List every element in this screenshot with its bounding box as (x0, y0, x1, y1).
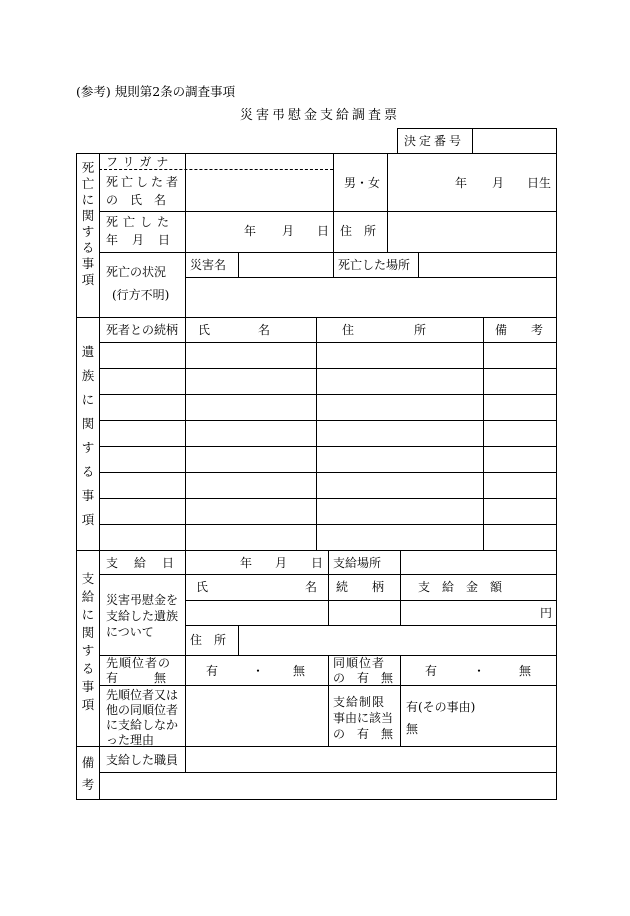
missing-label: (行方不明) (112, 288, 170, 302)
death-month: 月 (282, 224, 295, 238)
form-title: 災害弔慰金支給調査票 (240, 108, 401, 123)
family-header-remarks: 備 考 (495, 323, 544, 337)
prior-reason-field[interactable] (187, 687, 327, 745)
prior-no-option[interactable]: 無 (293, 664, 306, 678)
pay-day: 日 (311, 556, 324, 570)
same-yes-option[interactable]: 有 (425, 664, 438, 678)
death-status-field[interactable] (187, 279, 554, 315)
recipient-relation-label: 続 柄 (336, 580, 385, 594)
family-section-label: 遺族に関する事項 (81, 344, 95, 527)
birth-month: 月 (492, 176, 505, 190)
pay-month: 月 (275, 556, 288, 570)
same-rank-label-2: の 有 無 (333, 671, 394, 685)
address-field[interactable] (389, 213, 554, 250)
decision-number-label: 決定番号 (404, 134, 465, 148)
remarks-field[interactable] (101, 774, 554, 798)
recipient-address-field[interactable] (240, 627, 554, 654)
prior-reason-label-1: 先順位者又は (106, 688, 179, 702)
staff-field[interactable] (187, 748, 554, 771)
recipient-label-2: 支給した遺族 (106, 609, 179, 623)
remarks-section-label: 備考 (81, 755, 95, 792)
family-header-relation: 死者との続柄 (106, 323, 179, 337)
payment-date-label: 支 給 日 (106, 556, 177, 570)
prior-reason-label-3: に支給しなか (106, 718, 179, 732)
amount-label: 支 給 金 額 (418, 580, 503, 594)
restriction-no-option[interactable]: 無 (406, 722, 419, 736)
death-place-label: 死亡した場所 (338, 258, 411, 272)
prior-reason-label-4: った理由 (106, 733, 155, 747)
death-year: 年 (244, 224, 257, 238)
staff-label: 支給した職員 (106, 753, 179, 767)
restriction-label-1: 支給制限 (333, 695, 386, 709)
death-date-label: 死亡した (106, 215, 175, 229)
recipient-name-field[interactable] (187, 602, 327, 624)
recipient-label-3: について (106, 625, 154, 639)
gender-select[interactable]: 男・女 (344, 176, 381, 190)
furigana-field[interactable] (187, 155, 331, 168)
same-no-option[interactable]: 無 (519, 664, 532, 678)
disaster-name-label: 災害名 (190, 258, 227, 272)
prior-reason-label-2: 他の同順位者 (106, 703, 179, 717)
furigana-label: フリガナ (106, 155, 174, 169)
prior-person-label-2: 有 無 (106, 671, 167, 685)
deceased-name-field[interactable] (187, 171, 331, 209)
deceased-name-label-2: の 氏 名 (106, 193, 167, 207)
deceased-name-label: 死亡した者 (106, 175, 182, 189)
same-dot: ・ (473, 664, 486, 678)
death-place-field[interactable] (420, 254, 554, 275)
reference-note: (参考) 規則第2条の調査事項 (76, 84, 236, 99)
prior-yes-option[interactable]: 有 (206, 664, 219, 678)
birth-year: 年 (455, 176, 468, 190)
recipient-name-label-b: 名 (305, 580, 318, 594)
address-label: 住 所 (340, 224, 377, 238)
same-rank-label: 同順位者 (333, 656, 386, 670)
restriction-label-2: 事由に該当 (333, 711, 394, 725)
payment-section-label: 支給に関する事項 (81, 571, 95, 712)
amount-field[interactable] (402, 602, 537, 624)
prior-dot: ・ (252, 664, 265, 678)
prior-person-label: 先順位者の (106, 656, 172, 670)
death-status-label: 死亡の状況 (106, 265, 167, 279)
recipient-address-label: 住 所 (190, 633, 227, 647)
death-section-label: 死亡に関する事項 (81, 160, 95, 287)
yen-unit: 円 (540, 606, 553, 620)
death-date-label-2: 年 月 日 (106, 233, 172, 247)
restriction-label-3: の 有 無 (333, 727, 394, 741)
family-header-address: 住 所 (342, 323, 427, 337)
payment-place-label: 支給場所 (333, 556, 382, 570)
recipient-name-label-a: 氏 (196, 580, 209, 594)
birth-day: 日生 (527, 176, 552, 190)
recipient-relation-field[interactable] (330, 602, 399, 624)
disaster-name-field[interactable] (240, 254, 332, 275)
death-day: 日 (317, 224, 330, 238)
recipient-label-1: 災害弔慰金を (106, 593, 179, 607)
decision-number-field[interactable] (474, 130, 554, 151)
restriction-yes-option[interactable]: 有(その事由) (406, 700, 476, 714)
pay-year: 年 (240, 556, 253, 570)
family-header-name: 氏 名 (198, 323, 271, 337)
payment-place-field[interactable] (402, 552, 554, 572)
